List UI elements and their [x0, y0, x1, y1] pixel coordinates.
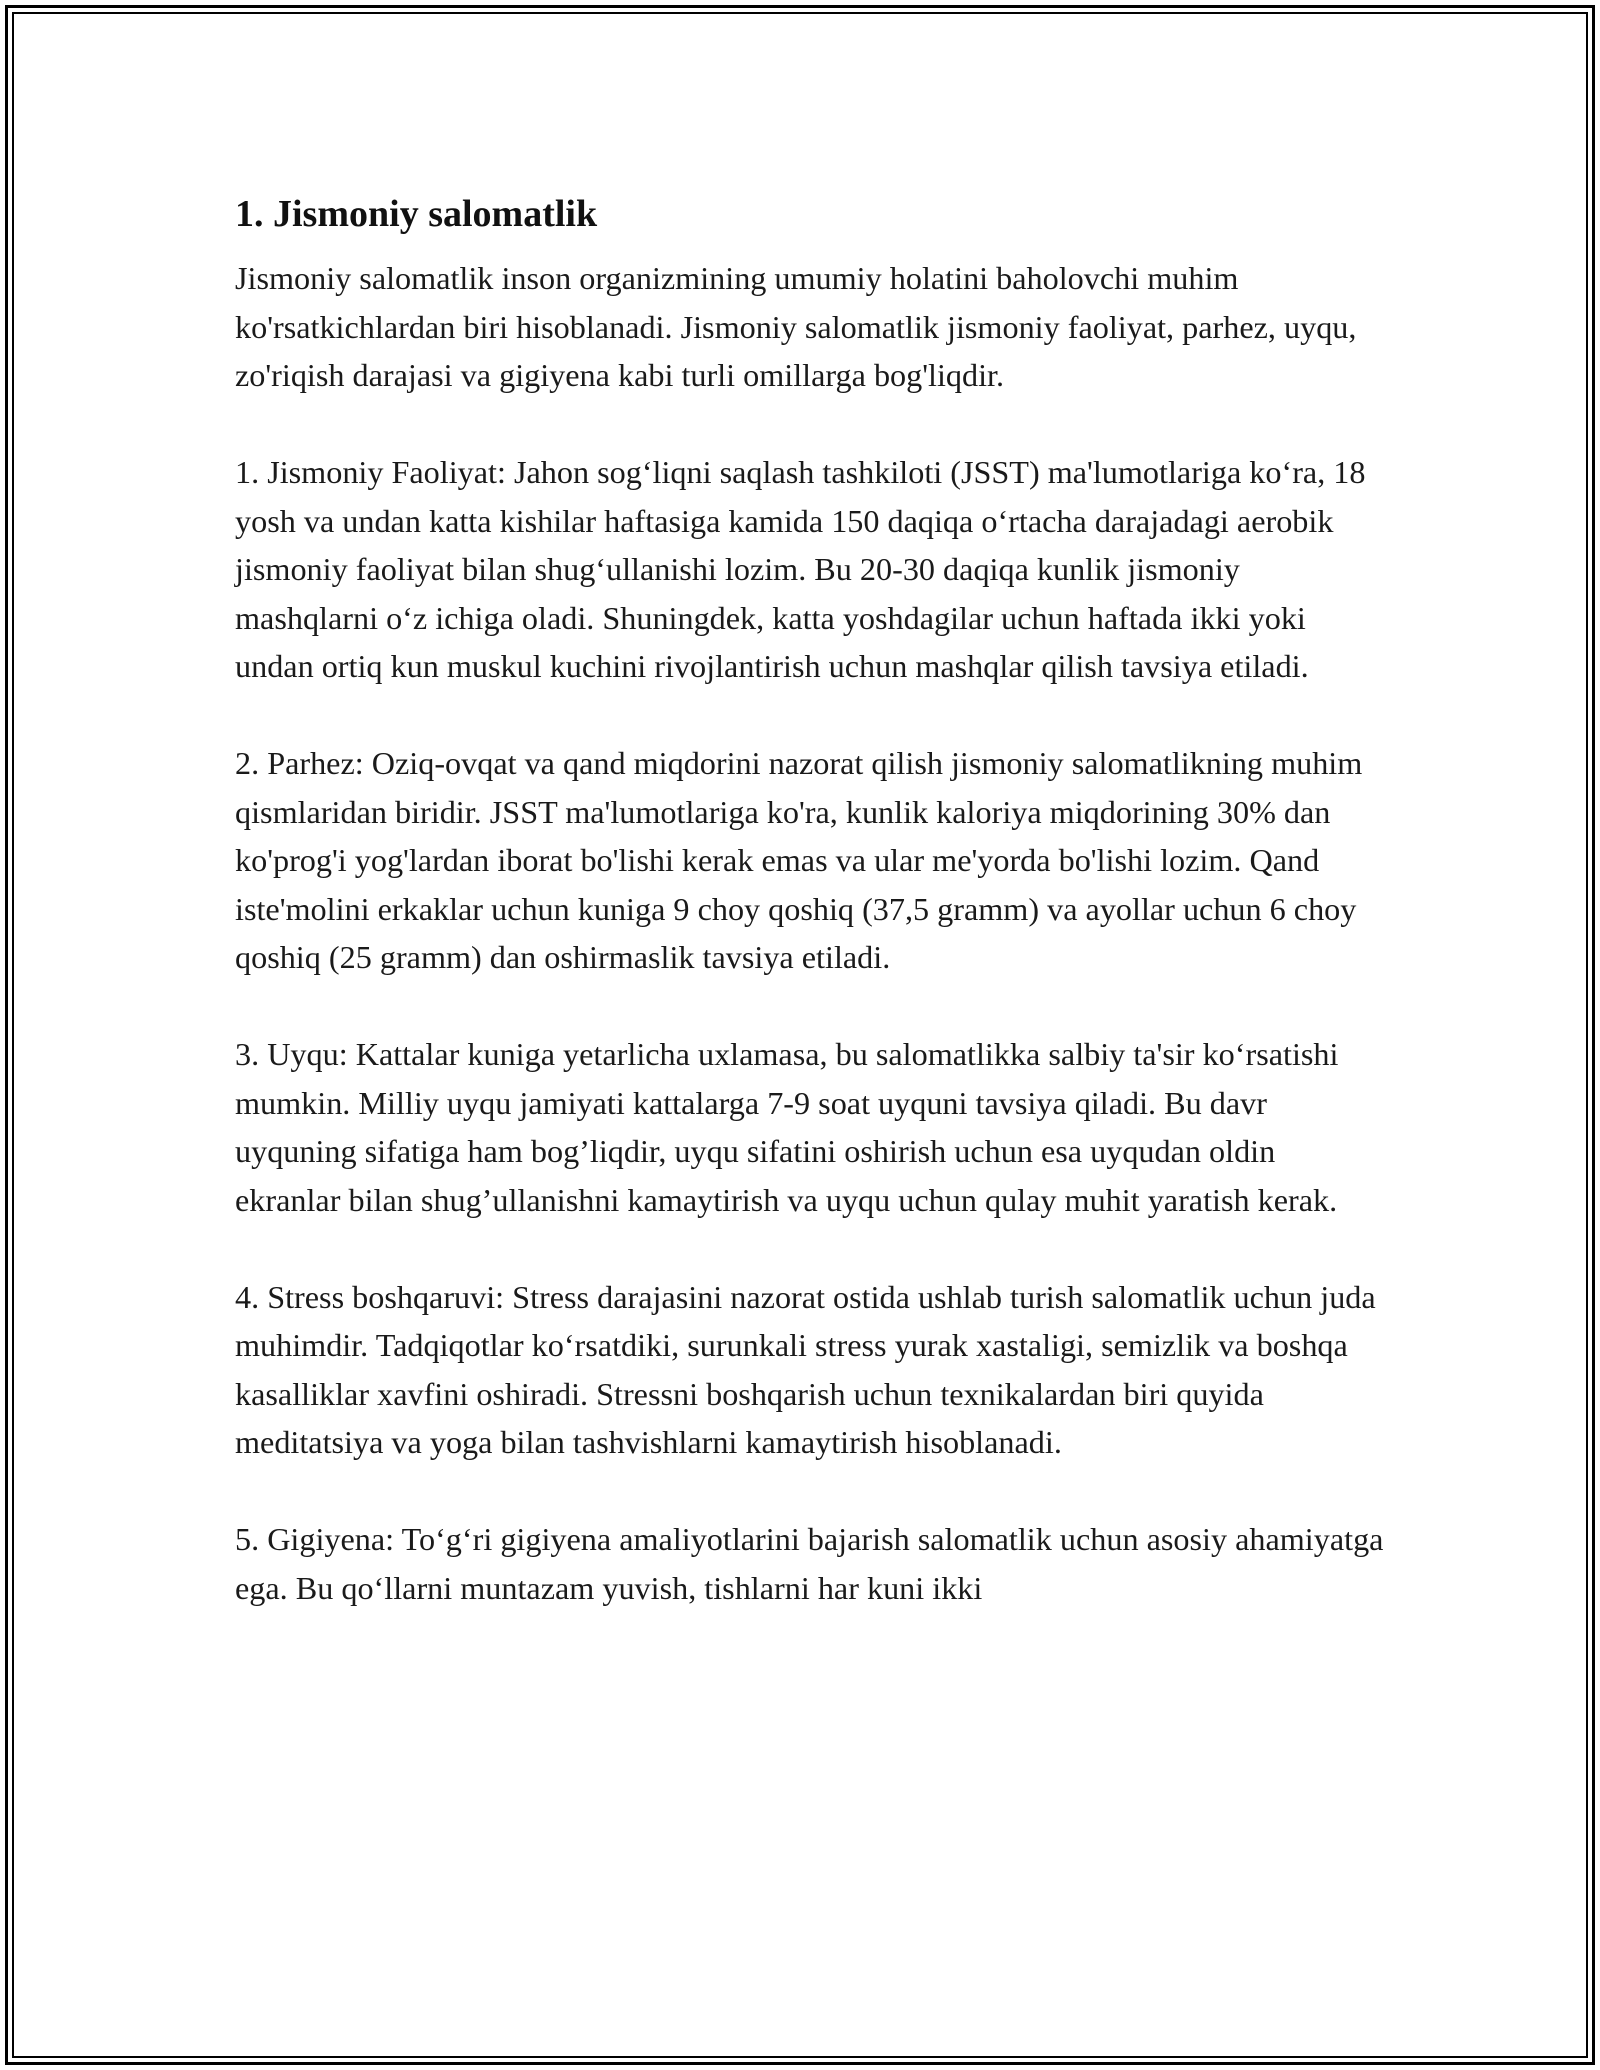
section-heading: 1. Jismoniy salomatlik: [235, 193, 598, 235]
intro-paragraph: Jismoniy salomatlik inson organizmining umumiy holatini baholovchi muhim ko'rsatkichlardan biri hisoblanadi. Jismoniy salomatlik jismoniy faoliyat, parhez, uyqu, zo'riqish darajasi va gigiyena kabi turli omillarga bog'liqdir.: [235, 260, 1357, 393]
paragraph-stress-management: 4. Stress boshqaruvi: Stress darajasini nazorat ostida ushlab turish salomatlik uchun juda muhimdir. Tadqiqotlar ko‘rsatdiki, surunkali stress yurak xastaligi, semizlik va boshqa kasalliklar xavfini oshiradi. Stressni boshqarish uchun texnikalardan biri quyida meditatsiya va yoga bilan tashvishlarni kamaytirish hisoblanadi.: [235, 1278, 1376, 1460]
paragraph-hygiene: 5. Gigiyena: To‘g‘ri gigiyena amaliyotlarini bajarish salomatlik uchun asosiy ahamiyatga ega. Bu qo‘llarni muntazam yuvish, tishlarni har kuni ikki: [235, 1521, 1384, 1606]
paragraph-physical-activity: 1. Jismoniy Faoliyat: Jahon sog‘liqni saqlash tashkiloti (JSST) ma'lumotlariga ko‘ra, 18 yosh va undan katta kishilar haftasiga kamida 150 daqiqa o‘rtacha darajadagi aerobik jismoniy faoliyat bilan shug‘ullanishi lozim. Bu 20-30 daqiqa kunlik jismoniy mashqlarni o‘z ichiga oladi. Shuningdek, katta yoshdagilar uchun haftada ikki yoki undan ortiq kun muskul kuchini rivojlantirish uchun mashqlar qilish tavsiya etiladi.: [235, 454, 1366, 684]
document-body: [235, 186, 1385, 1612]
paragraph-diet: 2. Parhez: Oziq-ovqat va qand miqdorini nazorat qilish jismoniy salomatlikning muhim qismlaridan biridir. JSST ma'lumotlariga ko'ra, kunlik kaloriya miqdorining 30% dan ko'prog'i yog'lardan iborat bo'lishi kerak emas va ular me'yorda bo'lishi lozim. Qand iste'molini erkaklar uchun kuniga 9 choy qoshiq (37,5 gramm) va ayollar uchun 6 choy qoshiq (25 gramm) dan oshirmaslik tavsiya etiladi.: [235, 745, 1363, 975]
paragraph-sleep: 3. Uyqu: Kattalar kuniga yetarlicha uxlamasa, bu salomatlikka salbiy ta'sir ko‘rsatishi mumkin. Milliy uyqu jamiyati kattalarga 7-9 soat uyquni tavsiya qiladi. Bu davr uyquning sifatiga ham bog’liqdir, uyqu sifatini oshirish uchun esa uyqudan oldin ekranlar bilan shug’ullanishni kamaytirish va uyqu uchun qulay muhit yaratish kerak.: [235, 1036, 1339, 1218]
